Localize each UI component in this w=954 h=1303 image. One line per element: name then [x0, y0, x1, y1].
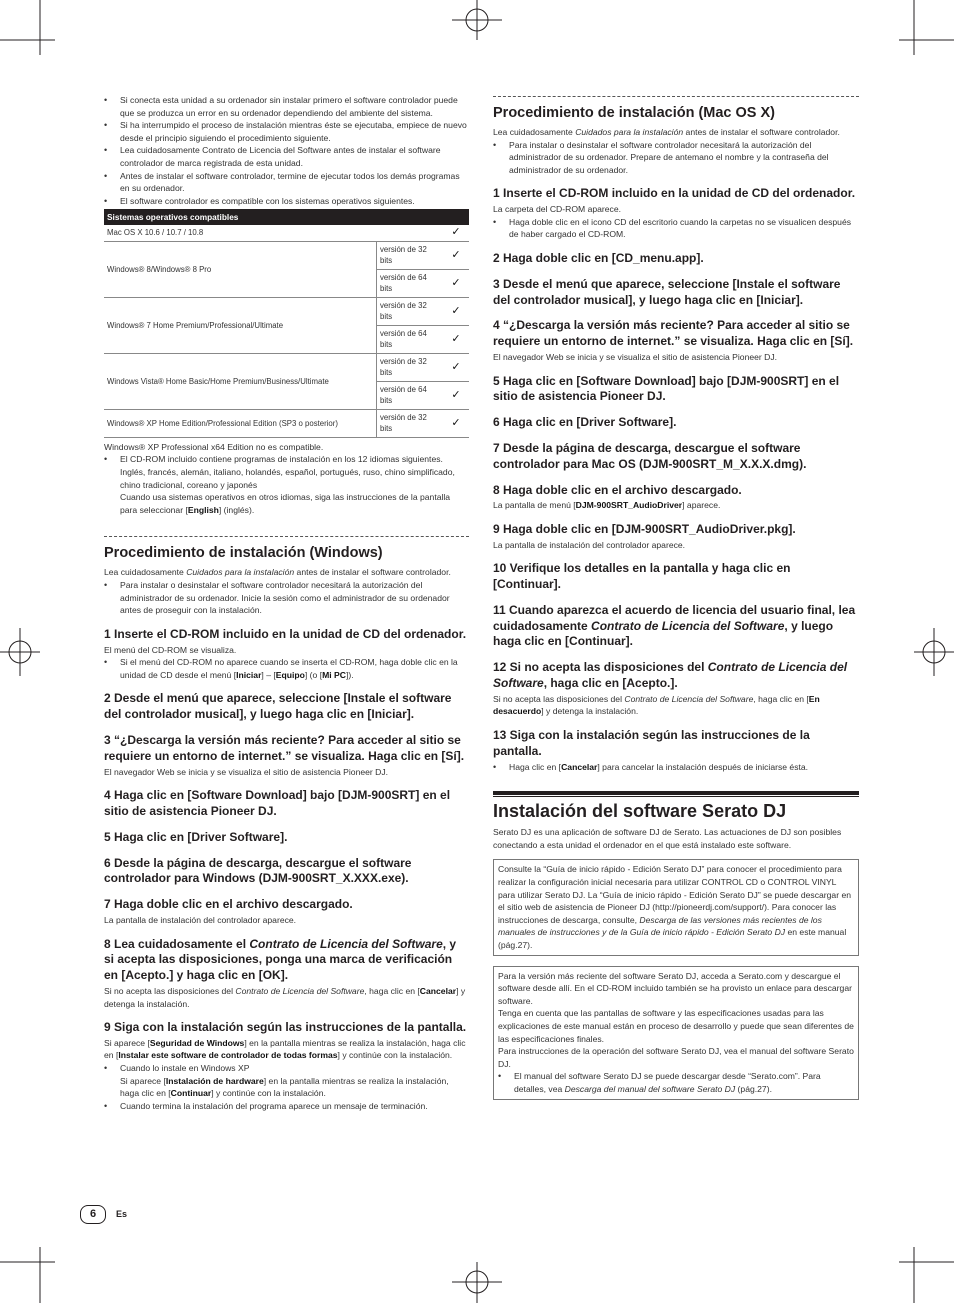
- step-title: 4 Haga clic en [Software Download] bajo [DJM-900SRT] en el sitio de asistencia Pioneer DJ.: [104, 788, 451, 818]
- other-languages-note-end: ] (inglés).: [218, 504, 255, 515]
- list-item: • Si ha interrumpido el proceso de instalación mientras éste se ejecutaba, empiece de nuevo desde el principio siguiendo el procedimiento siguiente.: [120, 119, 469, 144]
- windows-intro: Lea cuidadosamente Cuidados para la instalación antes de instalar el software controlador.: [104, 567, 451, 578]
- step-note: La pantalla de instalación del controlador aparece.: [493, 539, 686, 550]
- step-title: 11 Cuando aparezca el acuerdo de licencia del usuario final, lea cuidadosamente Contrato de Licencia del Software, y luego haga clic en [Continuar].: [493, 602, 856, 649]
- check-icon: ✓: [443, 353, 469, 381]
- table-header: Sistemas operativos compatibles: [104, 209, 469, 225]
- box-paragraph: Para la versión más reciente del software Serato DJ, acceda a Serato.com y descargue el software desde allí. En el CD-ROM incluido también se ha provisto un enlace para descargar software.: [498, 970, 852, 1006]
- check-icon: ✓: [443, 241, 469, 269]
- table-cell: versión de 32 bits: [377, 409, 444, 437]
- cd-languages-list: Inglés, francés, alemán, italiano, holandés, español, portugués, ruso, chino simplificado, chino tradicional, coreano y japonés: [120, 467, 455, 490]
- check-icon: ✓: [443, 409, 469, 437]
- intro-bullet-list: [104, 94, 469, 207]
- table-cell: Mac OS X 10.6 / 10.7 / 10.8: [104, 225, 443, 241]
- box-paragraph: Tenga en cuenta que las pantallas de software y las especificaciones usadas para las explicaciones de este manual están en proceso de desarrollo y puede que sean diferentes de las especificaciones finales.: [498, 1008, 854, 1044]
- mac-intro: Lea cuidadosamente Cuidados para la instalación antes de instalar el software controlador.: [493, 127, 840, 137]
- check-icon: ✓: [443, 381, 469, 409]
- list-item: • Cuando termina la instalación del programa aparece un mensaje de terminación.: [120, 1100, 469, 1113]
- quickstart-note-box: Consulte la “Guía de inicio rápido - Edición Serato DJ” para conocer el procedimiento para realizar la configuración inicial necesaria para utilizar CONTROL CD o CONTROL VINYL para utilizar Serato DJ. La “Guía de inicio rápido - Edición Serato DJ” se puede descargar en el sitio web de asistencia de Pioneer DJ (http://pioneerdj.com/support/). Para conocer las instrucciones de descarga, consulte, Descarga de las versiones más recientes de los manuales de instrucciones y de la Guía de inicio rápido - Edición Serato DJ en este manual (pág.27).: [493, 859, 859, 955]
- step-title: 1 Inserte el CD-ROM incluido en la unidad de CD del ordenador.: [104, 626, 467, 641]
- step-title: 1 Inserte el CD-ROM incluido en la unidad de CD del ordenador.: [493, 186, 856, 201]
- step-note: Si no acepta las disposiciones del Contrato de Licencia del Software, haga clic en [Cancelar] y detenga la instalación.: [104, 985, 466, 1009]
- step-title: 6 Haga clic en [Driver Software].: [493, 415, 677, 430]
- check-icon: ✓: [443, 297, 469, 325]
- step-title: 8 Haga doble clic en el archivo descargado.: [493, 482, 742, 497]
- step-title: 2 Desde el menú que aparece, seleccione [Instale el software del controlador musical], y luego haga clic en [Iniciar].: [104, 691, 452, 722]
- check-icon: ✓: [443, 325, 469, 353]
- list-item: • Para instalar o desinstalar el software controlador necesitará la autorización del administrador de su ordenador. Inicie la sesión como el administrador de su ordenador antes de proseguir con la instalación.: [120, 579, 469, 617]
- table-cell: versión de 64 bits: [377, 269, 444, 297]
- table-cell: versión de 32 bits: [377, 297, 444, 325]
- page-number: 6: [80, 1205, 106, 1224]
- os-compat-table: [104, 209, 469, 438]
- table-row: [104, 409, 469, 437]
- table-cell: versión de 32 bits: [377, 241, 444, 269]
- step-note: La pantalla de menú [DJM-900SRT_AudioDriver] aparece.: [493, 500, 721, 511]
- step-title: 6 Desde la página de descarga, descargue el software controlador para Windows (DJM-900SRT_X.XXX.exe).: [104, 855, 412, 886]
- table-row: [104, 353, 469, 381]
- table-cell: versión de 32 bits: [377, 353, 444, 381]
- mac-section-title: Procedimiento de instalación (Mac OS X): [493, 105, 776, 121]
- step-title: 3 Desde el menú que aparece, seleccione [Instale el software del controlador musical], y luego haga clic en [Iniciar].: [493, 276, 841, 307]
- check-icon: ✓: [443, 269, 469, 297]
- box-paragraph: Para instrucciones de la operación del software Serato DJ, vea el manual del software Serato DJ.: [498, 1046, 854, 1069]
- table-cell: versión de 64 bits: [377, 325, 444, 353]
- step-note: La pantalla de instalación del controlador aparece.: [104, 914, 297, 925]
- table-cell: Windows® 7 Home Premium/Professional/Ultimate: [104, 297, 377, 353]
- list-item: • El manual del software Serato DJ se puede descargar desde “Serato.com”. Para detalles, vea Descarga del manual del software Serato DJ (pág.27).: [514, 1070, 854, 1095]
- list-item: • Si conecta esta unidad a su ordenador sin instalar primero el software controlador puede que se produzca un error en su ordenador dependiendo del ambiente del sistema.: [120, 94, 469, 119]
- step-note: La carpeta del CD-ROM aparece.: [493, 204, 622, 215]
- step-title: 9 Siga con la instalación según las instrucciones de la pantalla.: [104, 1020, 467, 1035]
- step-title: 4 “¿Descarga la versión más reciente? Para acceder al sitio se requiere un entorno de internet.” se visualiza. Haga clic en [Sí].: [493, 318, 854, 349]
- list-item: • Lea cuidadosamente Contrato de Licencia del Software antes de instalar el software controlador de marca registrada de esta unidad.: [120, 144, 469, 169]
- english-option: English: [187, 504, 219, 515]
- step-title: 5 Haga clic en [Software Download] bajo [DJM-900SRT] en el sitio de asistencia Pioneer DJ.: [493, 373, 840, 404]
- table-cell: Windows® 8/Windows® 8 Pro: [104, 241, 377, 297]
- serato-intro: Serato DJ es una aplicación de software DJ de Serato. Las actuaciones de DJ son posibles conectando a esta unidad el ordenador en el que está instalado este software.: [493, 827, 842, 850]
- left-column: [104, 94, 469, 1112]
- step-title: 9 Haga doble clic en [DJM-900SRT_AudioDriver.pkg].: [493, 521, 796, 536]
- x64-note: Windows® XP Professional x64 Edition no es compatible.: [104, 441, 324, 452]
- table-row: [104, 297, 469, 325]
- table-cell: versión de 64 bits: [377, 381, 444, 409]
- check-icon: ✓: [443, 225, 469, 241]
- step-title: 12 Si no acepta las disposiciones del Contrato de Licencia del Software, haga clic en [Acepto.].: [493, 660, 848, 691]
- table-row: [104, 225, 469, 241]
- list-item: • El software controlador es compatible con los sistemas operativos siguientes.: [120, 195, 469, 208]
- table-row: [104, 241, 469, 269]
- list-item: • Antes de instalar el software controlador, termine de ejecutar todos los demás programas en su ordenador.: [120, 170, 469, 195]
- serato-download-box: [493, 966, 859, 1100]
- table-cell: Windows Vista® Home Basic/Home Premium/Business/Ultimate: [104, 353, 377, 409]
- table-cell: Windows® XP Home Edition/Professional Edition (SP3 o posterior): [104, 409, 377, 437]
- step-title: 7 Haga doble clic en el archivo descargado.: [104, 897, 353, 912]
- step-title: 10 Verifique los detalles en la pantalla y haga clic en [Continuar].: [493, 561, 791, 592]
- step-title: 2 Haga doble clic en [CD_menu.app].: [493, 250, 704, 265]
- list-item: • Si el menú del CD-ROM no aparece cuando se inserta el CD-ROM, haga doble clic en la unidad de CD desde el menú [Iniciar] – [Equipo] (o [Mi PC]).: [120, 656, 469, 681]
- serato-section-title: Instalación del software Serato DJ: [493, 801, 787, 822]
- cd-languages-note: El CD-ROM incluido contiene programas de instalación en los 12 idiomas siguientes.: [120, 454, 443, 465]
- step-note: Si aparece [Seguridad de Windows] en la pantalla mientras se realiza la instalación, haga clic en [Instalar este software de controlador de todas formas] y continúe con la instalación.: [104, 1037, 466, 1061]
- list-item: • Haga clic en [Cancelar] para cancelar la instalación después de iniciarse ésta.: [509, 761, 859, 774]
- step-title: 5 Haga clic en [Driver Software].: [104, 829, 288, 844]
- step-title: 7 Desde la página de descarga, descargue el software controlador para Mac OS (DJM-900SRT_M_X.X.X.dmg).: [493, 440, 807, 471]
- step-title: 3 “¿Descarga la versión más reciente? Para acceder al sitio se requiere un entorno de internet.” se visualiza. Haga clic en [Sí].: [104, 732, 465, 763]
- list-item: [120, 453, 469, 516]
- step-title: 8 Lea cuidadosamente el Contrato de Licencia del Software, y si acepta las disposiciones, ponga una marca de verificación en [Acepto.] y haga clic en [OK].: [104, 936, 457, 983]
- step-note: Si no acepta las disposiciones del Contrato de Licencia del Software, haga clic en [En desacuerdo] y detenga la instalación.: [493, 693, 820, 717]
- right-column: [493, 94, 859, 1100]
- list-item: • Cuando lo instale en Windows XP Si aparece [Instalación de hardware] en la pantalla mientras se realiza la instalación, haga clic en [Continuar] y continúe con la instalación.: [120, 1062, 469, 1100]
- list-item: • Para instalar o desinstalar el software controlador necesitará la autorización del administrador de su ordenador. Prepare de antemano el nombre y la contraseña del administrador de su ordenador.: [509, 139, 859, 177]
- step-note: El navegador Web se inicia y se visualiza el sitio de asistencia Pioneer DJ.: [104, 766, 389, 777]
- language-code: Es: [116, 1209, 128, 1219]
- step-note: El menú del CD-ROM se visualiza.: [104, 644, 237, 655]
- list-item: • Haga doble clic en el icono CD del escritorio cuando la carpetas no se visualicen después de haber cargado el CD-ROM.: [509, 216, 859, 241]
- windows-section-title: Procedimiento de instalación (Windows): [104, 545, 383, 562]
- other-languages-note: Cuando usa sistemas operativos en otros idiomas, siga las instrucciones de la pantalla para seleccionar [: [120, 492, 451, 515]
- step-note: El navegador Web se inicia y se visualiza el sitio de asistencia Pioneer DJ.: [493, 351, 778, 362]
- step-title: 13 Siga con la instalación según las instrucciones de la pantalla.: [493, 728, 810, 758]
